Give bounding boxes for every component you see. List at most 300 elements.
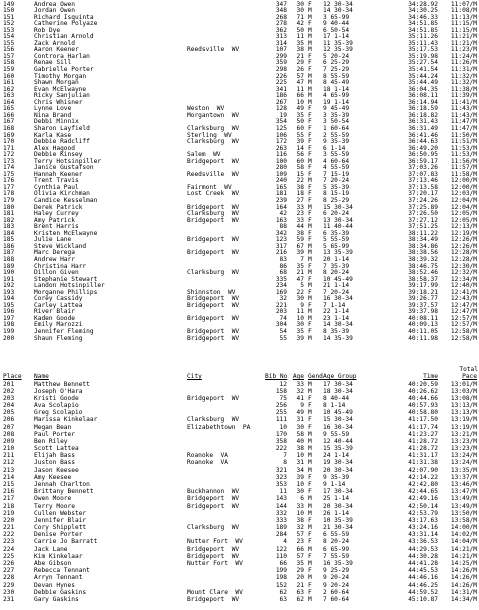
cell-bib: 353: [275, 481, 287, 489]
cell-city: Bridgeport WV: [187, 595, 240, 603]
header-bib: Bib No: [265, 373, 288, 380]
cell-time: 36:59.17: [408, 157, 438, 165]
cell-name: Devan Hynes: [34, 581, 75, 589]
cell-gend: M: [308, 269, 312, 277]
cell-time: 40:44.66: [408, 394, 438, 402]
cell-age: 34: [296, 466, 304, 474]
cell-pace: 13:01/M: [450, 380, 477, 388]
cell-time: 37:26.50: [408, 210, 438, 218]
cell-city: Weston WV: [187, 105, 225, 113]
cell-time: 44:46.25: [408, 581, 438, 589]
cell-name: Gary Gaskins: [34, 595, 79, 603]
cell-age: 11: [296, 85, 304, 93]
cell-name: Carrie Jo Barratt: [34, 538, 98, 546]
cell-bib: 62: [279, 588, 287, 596]
cell-time: 45:10.87: [408, 595, 438, 603]
cell-place: 190: [3, 269, 15, 277]
cell-name: Joseph O'Hara: [34, 387, 83, 395]
cell-bib: 186: [275, 92, 287, 100]
cell-time: 36:31.49: [408, 124, 438, 132]
cell-name: Karla Kase: [34, 131, 72, 139]
cell-bib: 111: [275, 416, 287, 424]
cell-bib: 144: [275, 502, 287, 510]
cell-city: Morgantown WV: [187, 111, 240, 119]
cell-city: Bridgeport WV: [187, 545, 240, 553]
cell-gend: F: [308, 190, 312, 198]
total-label: Total: [459, 366, 478, 373]
cell-time: 39:17.99: [408, 282, 438, 290]
cell-grp: 7 20-24: [323, 177, 350, 185]
cell-bib: 66: [279, 560, 287, 567]
cell-place: 166: [3, 111, 15, 119]
cell-age: 23: [296, 210, 304, 218]
cell-city: Fairmont WV: [187, 183, 232, 191]
cell-grp: 4 65-99: [323, 92, 350, 100]
cell-place: 193: [3, 288, 15, 296]
cell-pace: 12:47/M: [450, 308, 477, 316]
cell-pace: 14:04/M: [450, 538, 477, 546]
cell-pace: 12:58/M: [450, 334, 477, 342]
cell-age: 32: [296, 524, 304, 532]
cell-bib: 335: [275, 275, 287, 283]
header-place: Place: [3, 373, 22, 380]
cell-gend: M: [308, 242, 312, 250]
cell-place: 224: [3, 545, 15, 553]
cell-gend: F: [308, 394, 312, 402]
cell-place: 221: [3, 524, 15, 532]
cell-time: 35:44.24: [408, 72, 438, 80]
cell-time: 40:11.98: [408, 334, 438, 342]
cell-pace: 12:13/M: [450, 223, 477, 231]
cell-city: Bridgeport WV: [187, 328, 240, 335]
cell-gend: M: [308, 595, 312, 603]
cell-grp: 14 30-34: [323, 321, 353, 329]
cell-pace: 12:32/M: [450, 269, 477, 277]
header-time: Time: [423, 373, 438, 380]
cell-gend: F: [308, 20, 312, 28]
cell-age: 71: [296, 13, 304, 21]
cell-age: 58: [296, 430, 304, 438]
cell-time: 43:31.14: [408, 531, 438, 539]
cell-place: 178: [3, 190, 15, 198]
cell-age: 33: [296, 203, 304, 211]
cell-city: Clarksburg WV: [187, 210, 240, 218]
cell-gend: M: [308, 7, 312, 15]
cell-time: 42:14.22: [408, 473, 438, 481]
cell-bib: 152: [275, 581, 287, 589]
cell-pace: 12:41/M: [450, 288, 477, 296]
cell-city: Bridgeport WV: [187, 203, 240, 211]
cell-name: Sharon Layfield: [34, 124, 90, 132]
cell-pace: 11:57/M: [450, 164, 477, 172]
cell-city: Salem WV: [187, 151, 221, 159]
cell-age: 20: [296, 574, 304, 582]
cell-age: 35: [296, 262, 304, 270]
cell-age: 11: [296, 308, 304, 316]
cell-pace: 13:37/M: [450, 473, 477, 481]
cell-bib: 321: [275, 466, 287, 474]
cell-city: Bridgeport WV: [187, 314, 240, 322]
cell-bib: 74: [279, 314, 287, 322]
cell-age: 10: [296, 481, 304, 489]
cell-time: 37:27.12: [408, 216, 438, 224]
cell-gend: F: [308, 105, 312, 113]
cell-gend: F: [308, 488, 312, 496]
cell-place: 212: [3, 459, 15, 467]
cell-pace: 13:58/M: [450, 516, 477, 524]
cell-name: Renae Sill: [34, 59, 72, 67]
cell-pace: 12:04/M: [450, 197, 477, 204]
cell-place: 191: [3, 275, 15, 283]
cell-place: 173: [3, 157, 15, 165]
cell-time: 40:08.11: [408, 314, 438, 322]
cell-place: 209: [3, 437, 15, 445]
cell-grp: 24 1-14: [323, 452, 350, 460]
cell-city: Bridgeport WV: [187, 157, 240, 165]
cell-pace: 11:53/M: [450, 144, 477, 152]
cell-place: 179: [3, 197, 15, 204]
cell-gend: F: [308, 402, 312, 410]
cell-city: Clarksburg WV: [187, 124, 240, 132]
cell-gend: F: [308, 581, 312, 589]
cell-grp: 8 20-24: [323, 538, 350, 546]
cell-bib: 42: [279, 210, 287, 218]
cell-pace: 14:26/M: [450, 567, 477, 575]
cell-age: 18: [296, 190, 304, 198]
cell-time: 36:50.95: [408, 151, 438, 159]
cell-name: Christian Arnold: [34, 33, 94, 41]
cell-grp: 16 30-34: [323, 295, 353, 303]
cell-name: Gabrielle Porter: [34, 66, 94, 73]
cell-age: 21: [296, 269, 304, 277]
cell-gend: M: [308, 509, 312, 517]
cell-city: Bridgeport WV: [187, 236, 240, 244]
cell-bib: 323: [275, 473, 287, 481]
cell-city: Elizabethtown PA: [187, 423, 251, 431]
cell-place: 153: [3, 26, 15, 34]
cell-age: 39: [296, 138, 304, 146]
cell-name: Zack Arnold: [34, 39, 75, 47]
cell-pace: 14:26/M: [450, 581, 477, 589]
cell-gend: F: [308, 229, 312, 237]
cell-time: 42:44.65: [408, 488, 438, 496]
cell-gend: F: [308, 66, 312, 73]
cell-age: 6: [300, 495, 304, 503]
cell-time: 42:53.79: [408, 509, 438, 517]
cell-pace: 11:38/M: [450, 85, 477, 93]
cell-bib: 4: [283, 538, 287, 546]
cell-pace: 13:24/M: [450, 452, 477, 460]
cell-place: 195: [3, 301, 15, 309]
cell-age: 38: [296, 516, 304, 524]
cell-grp: 26 1-14: [323, 509, 350, 517]
cell-city: Bridgeport WV: [187, 295, 240, 303]
cell-age: 63: [296, 588, 304, 596]
cell-name: Cory Shipplett: [34, 524, 87, 532]
cell-pace: 12:05/M: [450, 210, 477, 218]
cell-age: 58: [296, 164, 304, 172]
cell-grp: 22 1-14: [323, 308, 350, 316]
cell-name: Dillon Given: [34, 269, 79, 277]
cell-place: 155: [3, 39, 15, 47]
cell-place: 170: [3, 138, 15, 146]
cell-place: 182: [3, 216, 15, 224]
cell-pace: 12:57/M: [450, 321, 477, 329]
cell-age: 59: [296, 236, 304, 244]
cell-gend: F: [308, 236, 312, 244]
cell-age: 30: [296, 321, 304, 329]
cell-place: 213: [3, 466, 15, 474]
cell-bib: 110: [275, 552, 287, 560]
cell-gend: F: [308, 275, 312, 283]
cell-age: 49: [296, 409, 304, 417]
cell-grp: 21 1-14: [323, 282, 350, 290]
cell-pace: 12:34/M: [450, 275, 477, 283]
cell-time: 36:49.20: [408, 144, 438, 152]
cell-place: 151: [3, 13, 15, 21]
cell-time: 35:11.26: [408, 33, 438, 41]
cell-age: 22: [296, 177, 304, 185]
cell-bib: 313: [275, 33, 287, 41]
cell-grp: 6 25-29: [323, 59, 350, 67]
cell-name: Andrew Harr: [34, 255, 75, 263]
cell-bib: 198: [275, 574, 287, 582]
cell-grp: 5 55-59: [323, 236, 350, 244]
cell-pace: 12:03/M: [450, 190, 477, 198]
cell-pace: 12:05/M: [450, 216, 477, 224]
cell-age: 62: [296, 595, 304, 603]
cell-pace: 12:26/M: [450, 242, 477, 250]
cell-pace: 11:53/M: [450, 151, 477, 159]
cell-grp: 4 55-59: [323, 164, 350, 172]
cell-time: 39:37.57: [408, 301, 438, 309]
cell-place: 156: [3, 46, 15, 54]
cell-name: Shawn Morgan: [34, 79, 79, 87]
cell-pace: 13:49/M: [450, 502, 477, 510]
cell-place: 162: [3, 85, 15, 93]
cell-age: 66: [296, 92, 304, 100]
cell-age: 9: [300, 301, 304, 309]
cell-grp: 15 35-39: [323, 445, 353, 453]
cell-bib: 75: [279, 394, 287, 402]
cell-place: 206: [3, 416, 15, 424]
cell-gend: F: [308, 328, 312, 335]
cell-pace: 12:43/M: [450, 295, 477, 303]
cell-bib: 268: [275, 13, 287, 21]
cell-grp: 7 1-14: [323, 301, 346, 309]
cell-age: 30: [296, 7, 304, 15]
cell-grp: 7 60-64: [323, 595, 350, 603]
cell-bib: 106: [275, 131, 287, 139]
cell-age: 67: [296, 242, 304, 250]
cell-pace: 11:50/M: [450, 131, 477, 139]
cell-name: Shaun Fleming: [34, 334, 83, 342]
cell-bib: 298: [275, 66, 287, 73]
cell-bib: 226: [275, 72, 287, 80]
cell-name: Hannah Keener: [34, 170, 83, 178]
cell-place: 168: [3, 124, 15, 132]
cell-place: 172: [3, 151, 15, 159]
cell-time: 44:45.53: [408, 567, 438, 575]
cell-city: Lost Creek WV: [187, 190, 240, 198]
cell-name: Amy Patrick: [34, 216, 75, 224]
cell-name: Jason Keesee: [34, 466, 79, 474]
cell-pace: 12:28/M: [450, 249, 477, 257]
cell-bib: 172: [275, 138, 287, 146]
cell-age: 44: [296, 223, 304, 231]
cell-name: Jennifer Blair: [34, 516, 87, 524]
cell-bib: 128: [275, 105, 287, 113]
cell-bib: 123: [275, 236, 287, 244]
cell-bib: 359: [275, 59, 287, 67]
cell-grp: 21 30-34: [323, 524, 353, 532]
cell-bib: 317: [275, 242, 287, 250]
cell-name: Evan McElwayne: [34, 85, 87, 93]
cell-name: Ben Riley: [34, 437, 68, 445]
cell-place: 181: [3, 210, 15, 218]
cell-bib: 354: [275, 118, 287, 126]
cell-grp: 6 55-59: [323, 531, 350, 539]
header-gend: Gend: [308, 373, 323, 380]
cell-grp: 5 35-39: [323, 183, 350, 191]
cell-city: Sterling WV: [187, 131, 232, 139]
cell-name: Nina Brand: [34, 111, 72, 119]
cell-gend: M: [308, 33, 312, 41]
cell-gend: F: [308, 416, 312, 424]
cell-bib: 314: [275, 39, 287, 47]
cell-pace: 13:13/M: [450, 402, 477, 410]
cell-gend: F: [308, 52, 312, 60]
cell-place: 189: [3, 262, 15, 270]
cell-name: Brittany Bennett: [34, 488, 94, 496]
cell-place: 192: [3, 282, 15, 290]
cell-name: Rob Dye: [34, 26, 61, 34]
cell-place: 204: [3, 402, 15, 410]
cell-gend: M: [308, 524, 312, 532]
cell-bib: 341: [275, 85, 287, 93]
cell-bib: 116: [275, 151, 287, 159]
cell-name: Aaron Keener: [34, 46, 79, 54]
cell-bib: 11: [279, 488, 287, 496]
cell-bib: 181: [275, 190, 287, 198]
cell-time: 41:31.38: [408, 459, 438, 467]
cell-place: 201: [3, 380, 15, 388]
cell-time: 40:58.80: [408, 409, 438, 417]
cell-place: 171: [3, 144, 15, 152]
header-city: City: [187, 373, 202, 380]
cell-city: Roanoke VA: [187, 452, 228, 460]
cell-place: 215: [3, 481, 15, 489]
cell-time: 42:42.80: [408, 481, 438, 489]
cell-place: 152: [3, 20, 15, 28]
header-age: Age: [292, 373, 304, 380]
cell-name: Christina Harr: [34, 262, 87, 270]
cell-age: 11: [296, 33, 304, 41]
cell-gend: M: [308, 282, 312, 290]
cell-time: 38:11.22: [408, 229, 438, 237]
cell-pace: 12:57/M: [450, 314, 477, 322]
cell-pace: 13:23/M: [450, 437, 477, 445]
cell-grp: 4 60-64: [323, 157, 350, 165]
cell-time: 38:38.56: [408, 249, 438, 257]
cell-age: 50: [296, 26, 304, 34]
cell-name: Abe Gibson: [34, 560, 72, 567]
cell-time: 41:23.27: [408, 430, 438, 438]
cell-place: 211: [3, 452, 15, 460]
cell-time: 44:46.16: [408, 574, 438, 582]
cell-place: 200: [3, 334, 15, 342]
cell-time: 40:09.13: [408, 321, 438, 329]
cell-grp: 6 1-14: [323, 144, 346, 152]
cell-bib: 256: [275, 402, 287, 410]
cell-city: Bridgeport WV: [187, 216, 240, 224]
cell-time: 37:03.26: [408, 164, 438, 172]
cell-city: Bridgeport WV: [187, 249, 240, 257]
cell-bib: 165: [275, 183, 287, 191]
cell-place: 219: [3, 509, 15, 517]
cell-grp: 8 40-44: [323, 394, 350, 402]
cell-gend: F: [308, 531, 312, 539]
cell-name: Ricky Sanjulian: [34, 92, 90, 100]
cell-name: Jennah Charlton: [34, 481, 90, 489]
cell-grp: 16 30-34: [323, 423, 353, 431]
cell-pace: 12:26/M: [450, 236, 477, 244]
cell-place: 197: [3, 314, 15, 322]
cell-grp: 6 50-54: [323, 26, 350, 34]
cell-bib: 240: [275, 177, 287, 185]
cell-name: Andrea Owen: [34, 0, 75, 8]
cell-time: 37:25.89: [408, 203, 438, 211]
cell-name: Kristen McElwayne: [34, 229, 98, 237]
cell-city: Clarksburg WV: [187, 524, 240, 532]
cell-bib: 55: [279, 334, 287, 342]
cell-grp: 12 35-39: [323, 46, 353, 54]
cell-time: 35:27.54: [408, 59, 438, 67]
cell-grp: 9 35-39: [323, 473, 350, 481]
cell-gend: M: [308, 79, 312, 87]
cell-pace: 13:47/M: [450, 488, 477, 496]
cell-grp: 2 60-64: [323, 588, 350, 596]
cell-grp: 3 65-99: [323, 13, 350, 21]
cell-grp: 7 25-29: [323, 66, 350, 73]
cell-place: 157: [3, 52, 15, 60]
cell-pace: 13:35/M: [450, 466, 477, 474]
cell-time: 34:28.92: [408, 0, 438, 8]
cell-grp: 8 55-59: [323, 72, 350, 80]
cell-name: Kaden Goode: [34, 314, 75, 322]
cell-age: 10: [296, 98, 304, 106]
cell-bib: 358: [275, 437, 287, 445]
cell-pace: 11:56/M: [450, 157, 477, 165]
cell-city: Clarksburg WV: [187, 138, 240, 146]
cell-time: 38:39.32: [408, 255, 438, 263]
cell-name: Jordan Owen: [34, 7, 75, 15]
cell-grp: 7 35-39: [323, 262, 350, 270]
cell-time: 34:51.85: [408, 20, 438, 28]
cell-time: 39:18.21: [408, 288, 438, 296]
cell-grp: 20 30-34: [323, 502, 353, 510]
cell-place: 218: [3, 502, 15, 510]
cell-gend: M: [308, 39, 312, 47]
cell-bib: 32: [279, 295, 287, 303]
cell-pace: 12:30/M: [450, 262, 477, 270]
cell-age: 21: [296, 52, 304, 60]
cell-bib: 7: [283, 452, 287, 460]
cell-grp: 13 35-39: [323, 249, 353, 257]
cell-pace: 12:47/M: [450, 301, 477, 309]
cell-time: 41:17.50: [408, 416, 438, 424]
cell-city: Bridgeport WV: [187, 552, 240, 560]
